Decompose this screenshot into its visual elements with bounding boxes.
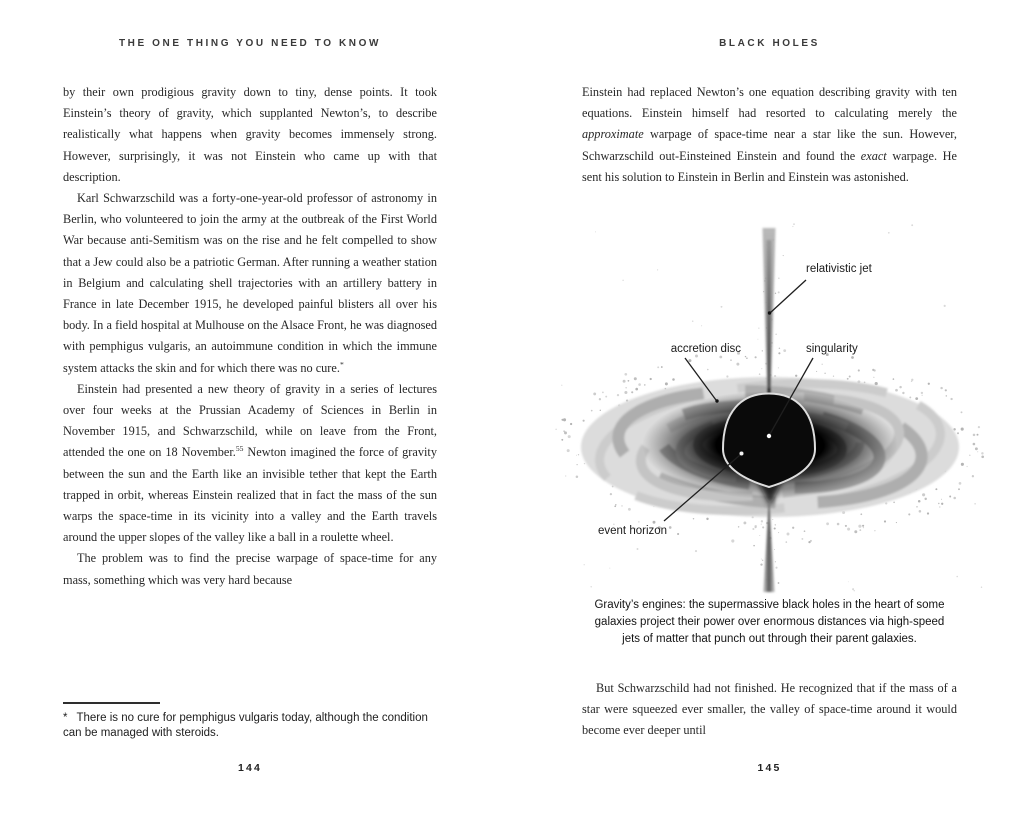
page-left — [63, 0, 437, 816]
body-text-right — [582, 82, 957, 188]
paragraph: But Schwarzschild had not finished. He recognized that if the mass of a star were squeezed ever smaller, the valley of space-time around it would become ever deeper until — [582, 681, 957, 738]
disc-pointer-dot — [715, 399, 718, 402]
footnote-marker: * — [63, 712, 68, 724]
running-head-left: THE ONE THING YOU NEED TO KNOW — [118, 38, 382, 49]
running-head-right: BLACK HOLES — [719, 38, 820, 49]
paragraph: The problem was to find the precise warpage of space-time for any mass, something which was very hard because — [63, 551, 437, 587]
jet-pointer-dot — [768, 311, 771, 314]
event-horizon-dome — [723, 394, 815, 488]
relativistic-jet-bottom — [764, 504, 775, 592]
event-horizon-dot — [740, 452, 744, 456]
endnote-ref: 55 — [235, 444, 244, 454]
label-relativistic-jet: relativistic jet — [806, 263, 872, 275]
footnote-text: There is no cure for pemphigus vulgaris today, although the condition can be managed with steroids. — [63, 712, 428, 740]
paragraph: Karl Schwarzschild was a forty-one-year-old professor of astronomy in Berlin, who volunteered to join the army at the outbreak of the First World War because anti-Semitism was on the rise and he felt compelled to show that a Jew could also be a patriotic German. After running a weather station in Belgium and calculating shell trajectories with an artillery battery in France in late December 1915, he developed painful blisters all over his body. In a field hospital at Mulhouse on the Alsace Front, he was diagnosed with pemphigus vulgaris, an autoimmune condition in which the immune system attacks the skin and for which there was no cure.* — [63, 191, 437, 375]
paragraph: Einstein had replaced Newton’s one equation describing gravity with ten equations. Einstein himself had resorted to calculating merely the approximate warpage of space-time near a star like the sun. However, Schwarzschild out-Einsteined Einstein and found the exact warpage. He sent his solution to Einstein in Berlin and Einstein was astonished. — [582, 85, 957, 184]
figure-caption: Gravity’s engines: the supermassive black holes in the heart of some galaxies project their power over enormous distances via high-speed jets of matter that punch out through their parent galaxies. — [594, 599, 945, 646]
paragraph: Einstein had presented a new theory of gravity in a series of lectures over four weeks at the Prussian Academy of Sciences in Berlin in November 1915, and Schwarzschild, while on leave from the Front, attended the one on 18 November.$^{55}$ Newton imagined the force of gravity between the sun and the Earth like an invisible tether that kept the Earth trapped in orbit, whereas Einstein realized that in fact the mass of the sun warps the space-time in its vicinity into a valley and the Earth travels around the upper slopes of the valley like a ball in a roulette wheel. — [63, 381, 437, 545]
label-singularity: singularity — [806, 343, 858, 355]
paragraph: by their own prodigious gravity down to tiny, dense points. It took Einstein’s theory of gravity, which supplanted Newton’s, to describe realistically what happens when gravity becomes immensely strong. However, surprisingly, it was not Einstein who came up with that description. — [63, 85, 437, 184]
footnote-marker-ref: * — [339, 359, 344, 369]
page-number-left: 144 — [237, 762, 263, 774]
label-event-horizon: event horizon — [598, 525, 668, 537]
singularity-dot — [767, 434, 771, 438]
body-text-left — [63, 82, 437, 591]
label-accretion-disc: accretion disc — [670, 343, 741, 355]
page-number-right: 145 — [757, 762, 782, 774]
footnote — [63, 711, 437, 741]
black-hole-diagram — [540, 213, 1000, 605]
body-text-right-lower — [582, 678, 957, 742]
footnote-divider — [63, 702, 160, 704]
